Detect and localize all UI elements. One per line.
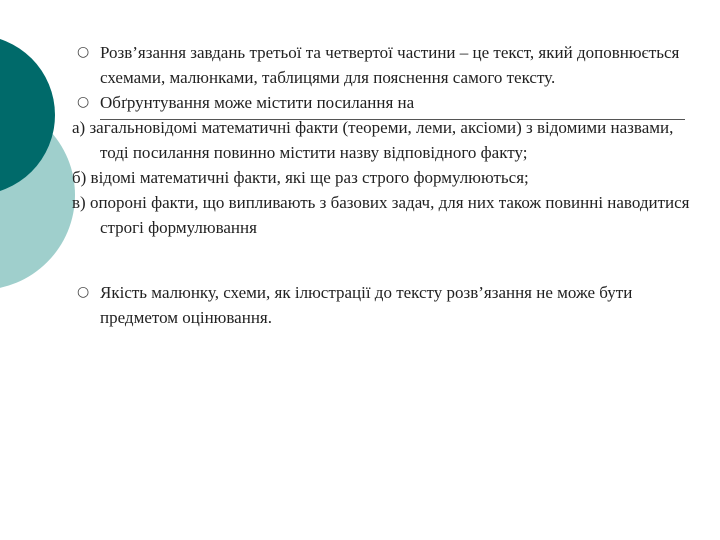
bullet-paragraph-solutions (0, 40, 700, 90)
sub-item-text: в) опороні факти, що випливають з базових задач, для них також повинні наводитися строгі формулювання (72, 193, 690, 237)
sub-item-b (0, 165, 700, 190)
hollow-circle-icon: ○ (77, 44, 90, 60)
paragraph-text: Якість малюнку, схеми, як ілюстрації до тексту розв’язання не може бути предметом оцінювання. (100, 283, 633, 327)
sub-item-a (0, 115, 700, 165)
slide-body (0, 40, 700, 330)
paragraph-text: Обґрунтування може містити посилання на (100, 93, 415, 112)
sub-item-text: а) загальновідомі математичні факти (теореми, леми, аксіоми) з відомими назвами, тоді посилання повинно містити назву відповідного факту; (72, 118, 674, 162)
hollow-circle-icon: ○ (77, 94, 90, 110)
bullet-paragraph-justification (0, 90, 700, 115)
sub-item-text: б) відомі математичні факти, які ще раз строго формулюються; (72, 168, 529, 187)
bullet-paragraph-drawing-quality (0, 280, 700, 330)
hollow-circle-icon: ○ (77, 284, 90, 300)
sub-item-c (0, 190, 700, 240)
paragraph-spacer (0, 240, 700, 280)
paragraph-text: Розв’язання завдань третьої та четвертої частини – це текст, який доповнюється схемами, малюнками, таблицями для пояснення самого тексту. (100, 43, 680, 87)
